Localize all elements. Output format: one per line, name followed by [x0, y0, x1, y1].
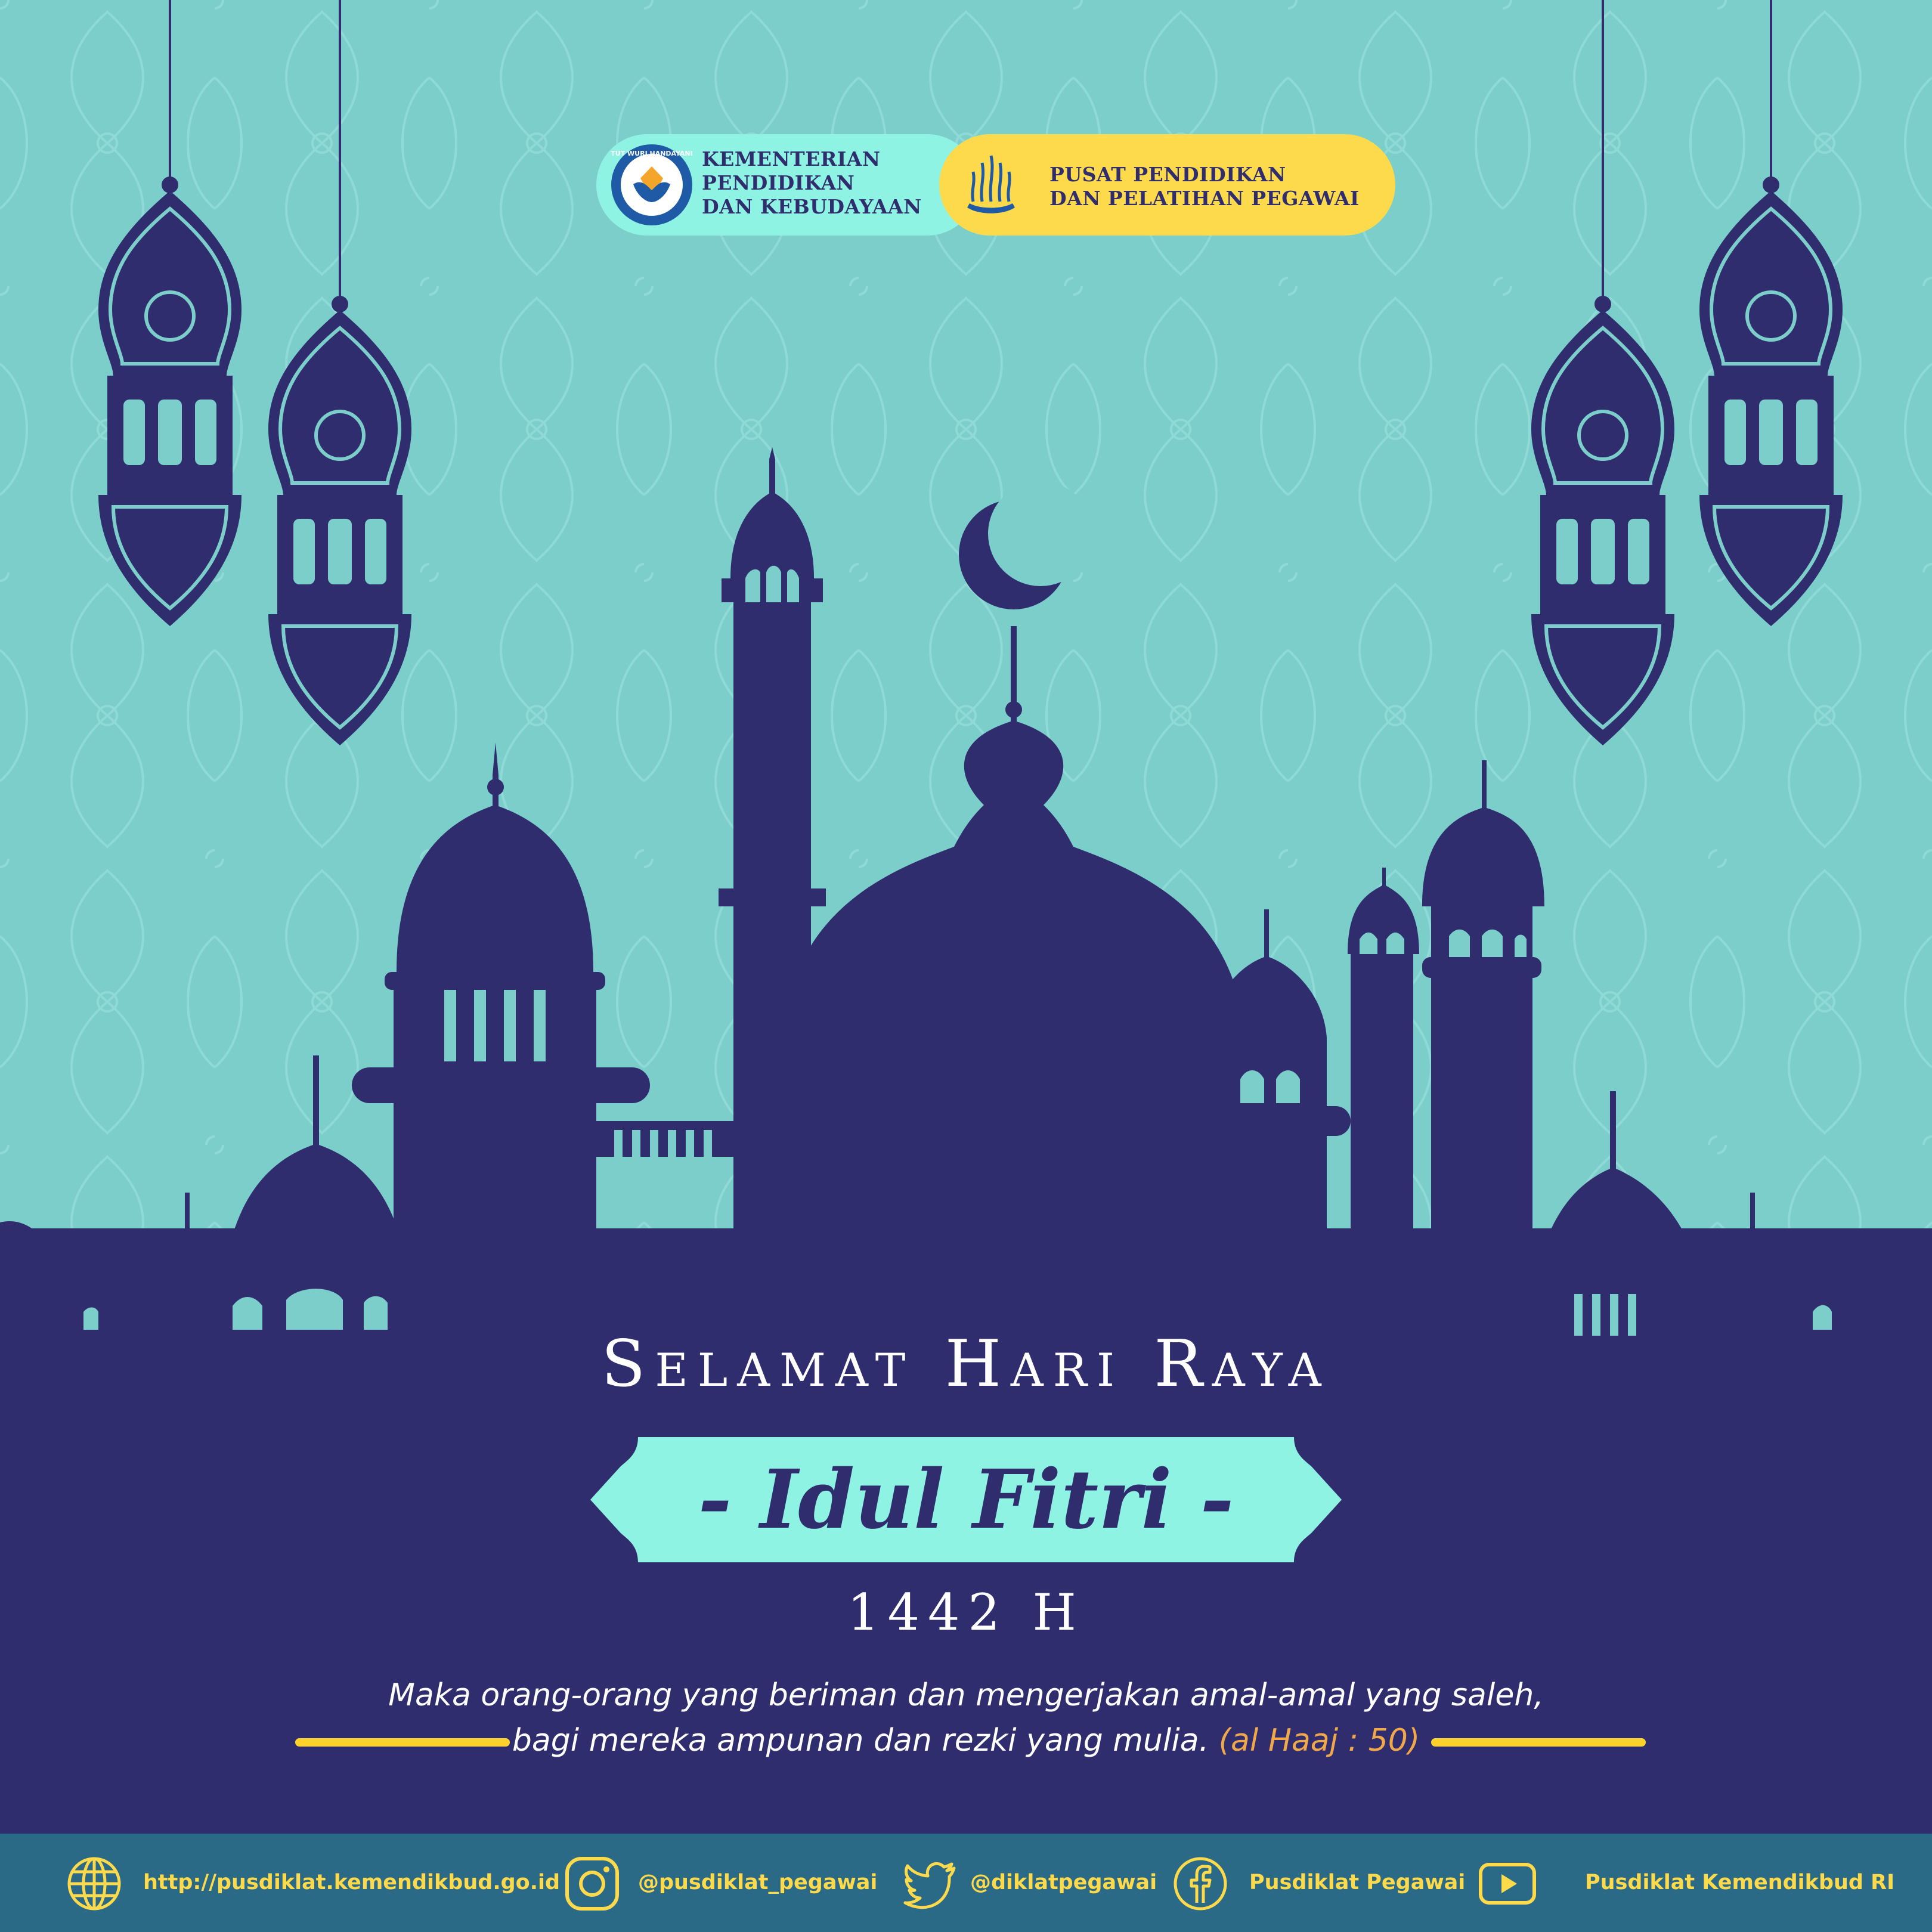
kemdikbud-name	[702, 147, 922, 219]
facebook-icon	[1172, 1855, 1229, 1912]
hijri-year: 1442 H	[847, 1583, 1085, 1642]
facebook-label: Pusdiklat Pegawai	[1249, 1871, 1466, 1894]
quote	[0, 1673, 1932, 1763]
greeting-title: Selamat Hari Raya	[601, 1327, 1331, 1401]
quote-text: bagi mereka ampunan dan rezki yang mulia.	[512, 1723, 1209, 1758]
lantern-icon	[98, 0, 242, 626]
instagram-icon	[564, 1855, 621, 1912]
globe-icon	[66, 1855, 123, 1912]
lantern-icon	[268, 0, 411, 745]
youtube-icon	[1479, 1855, 1536, 1912]
lantern-icon	[1531, 0, 1674, 745]
quote-line-1: Maka orang-orang yang beriman dan mengerjakan amal-amal yang saleh,	[388, 1677, 1544, 1713]
kemdikbud-logo	[609, 143, 694, 227]
website-label: http://pusdiklat.kemendikbud.go.id	[143, 1871, 561, 1894]
banner-title: - Idul Fitri -	[698, 1452, 1234, 1547]
org-line: PUSAT PENDIDIKAN	[1049, 163, 1286, 186]
org-line: DAN PELATIHAN PEGAWAI	[1049, 187, 1360, 210]
pusdiklat-logo	[955, 151, 1027, 222]
footer-bar	[0, 1834, 1932, 1932]
lantern-icon	[1699, 0, 1843, 626]
header-banner	[596, 134, 1395, 236]
quote-line-2	[0, 1718, 1932, 1763]
quote-reference: (al Haaj : 50)	[1218, 1723, 1420, 1758]
pusdiklat-name	[1049, 163, 1360, 210]
twitter-icon	[902, 1855, 959, 1912]
org-line: KEMENTERIAN	[702, 147, 881, 171]
org-line: DAN KEBUDAYAAN	[702, 195, 922, 218]
crescent-moon-icon	[959, 481, 1093, 609]
logo-motto: TUT WURI HANDAYANI	[611, 150, 693, 157]
instagram-label: @pusdiklat_pegawai	[638, 1871, 878, 1894]
twitter-label: @diklatpegawai	[970, 1871, 1157, 1894]
youtube-label: Pusdiklat Kemendikbud RI	[1585, 1871, 1895, 1894]
org-line: PENDIDIKAN	[702, 171, 855, 194]
